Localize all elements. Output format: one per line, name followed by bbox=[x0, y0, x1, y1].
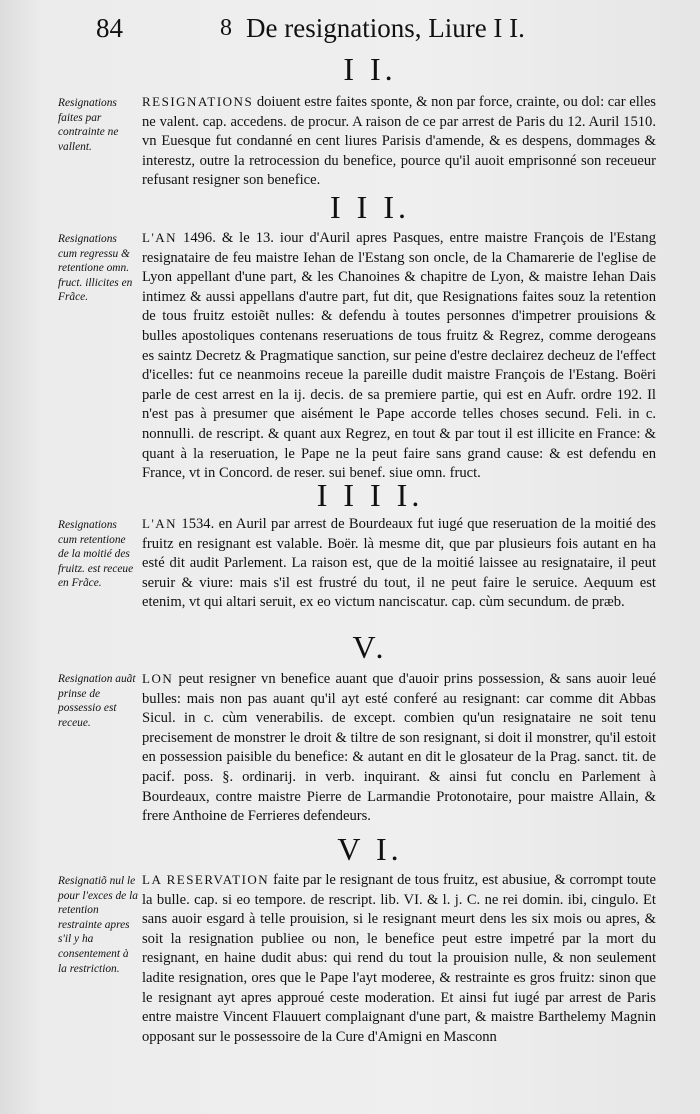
running-title: De resignations, Liure I I. bbox=[246, 13, 525, 43]
paragraph-text: peut resigner vn benefice auant que d'auoir prins possession, & sans auoir leué bulles: mais non pas auant qu'il ayt esté conferé au resignant: car comme dit Abbas Sicul. in c. cùm venerabilis. de except. combien qu'un resignataire ne soit tenu precisement de monstrer le droit & tiltre de son resignant, si doit il monstrer, qu'il estoit en possession paisible du benefice: & autant en dit le glosateur de la Prag. sanct. tit. de pacif. poss. §. ordinarij. in verb. inquirant. & ainsi fut conclu en Parlement à Bourdeaux, contre maistre Pierre de Larmandie Protonotaire, pour maistre Allain, & frere Anthoine de Ferrieres defendeurs. bbox=[142, 671, 656, 825]
section-body-5 bbox=[142, 669, 656, 827]
paragraph-text: 1496. & le 13. iour d'Auril apres Pasques, entre maistre François de l'Estang resignataire de feu maistre Iehan de l'Estang son oncle, de la Chamarerie de l'eglise de Lyon appellant d'une part, & les Chanoines & chapitre de Lyon, & maistre Iehan Dais intimez & aussi appellans d'autre part, fut dit, que Resignations faites souz la retention de tous fruitz estoiẽt nulles: & defendu à toutes personnes d'impetrer prouisions & bulles apostoliques contenans reseruations de tous fruitz & Regrez, comme derogeans es saintz Decretz & Pragmatique sanction, sur peine d'estre declairez decheuz de l'effect d'icelles: fut ce neanmoins receue la pareille dudit maistre François de l'Estang. Boëri parle de cest arrest en la ij. decis. de sa premiere partie, qui est en Aufr. ordre 192. Il n'est pas à presumer que aisément le Pape accorde telles choses secund. Feli. in c. nonnulli. de rescript. & quant aux Regrez, en tout & par tout il est illicite en France: & quant à la reseruation, le Pape ne la peut faire sans grand cause: & est defendu en France, vt in Concord. de reser. sui benef. siue omn. fruct. bbox=[142, 230, 656, 482]
page-number: 84 bbox=[96, 13, 123, 43]
margin-note-3: Resignations cum regressu & retentione omn. fruct. illicites en Frãce. bbox=[58, 233, 133, 304]
lead-word: L'AN bbox=[142, 230, 178, 245]
margin-note-2: Resignations faites par contrainte ne vallent. bbox=[58, 97, 119, 153]
signature-mark: 8 bbox=[220, 15, 232, 41]
section-heading-3: I I I. bbox=[330, 189, 410, 225]
margin-note-6: Resignatiõ nul le pour l'exces de la retention restrainte apres s'il y ha consentement à la restriction. bbox=[58, 875, 138, 975]
lead-word: L'AN bbox=[142, 516, 178, 531]
section-body-3 bbox=[142, 228, 656, 484]
section-body-4 bbox=[142, 514, 656, 613]
section-heading-4: I I I I. bbox=[316, 477, 424, 513]
paragraph-text: 1534. en Auril par arrest de Bourdeaux fut iugé que reseruation de la moitié des fruitz en resignant est valable. Boër. là mesme dit, que par plusieurs fois autant en ha esté dit audit Parlement. La raison est, que de la moitié laissee au resignataire, il peut seruir & viure: mais s'il est frustré du tout, il ne peut faire le seruice. Aequum est etenim, vt qui altari seruit, ex eo victum nanciscatur. cap. cùm secundum. de præb. bbox=[142, 516, 656, 611]
section-heading-6: V I. bbox=[337, 831, 403, 867]
section-body-6 bbox=[142, 870, 656, 1047]
paragraph-text: faite par le resignant de tous fruitz, est abusiue, & corrompt toute la bulle. cap. si eo tempore. de rescript. lib. VI. & l. j. C. ne rei domin. ibi, cingulo. Et sans auoir esgard à telle prouision, si le resignant meurt dens les six mois ou apres, & soit la resignation publiee ou non, le benefice peut estre impetré par la mort du resignant, en haine dudit abus: qui rend du tout la prouision nulle, & non seulement ladite resignation, ores que le Pape l'ayt moderee, & restrainte es gros fruitz: sinon que le resignant ayt apres approué ceste moderation. Et ainsi fut iugé par arrest de Paris entre maistre Vincent Flauuert complaignant d'une part, & maistre Barthelemy Magnin opposant sur le possessoire de la Cure d'Amigni en Masconn bbox=[142, 872, 656, 1045]
section-heading-2: I I. bbox=[343, 51, 397, 87]
lead-word: LON bbox=[142, 671, 174, 686]
section-body-2 bbox=[142, 92, 656, 191]
margin-note-4: Resignations cum retentione de la moitié des fruitz. est receue en Frãce. bbox=[58, 519, 134, 590]
section-heading-5: V. bbox=[352, 629, 388, 665]
lead-word: LA RESERVATION bbox=[142, 872, 270, 887]
paragraph-text: doiuent estre faites sponte, & non par force, crainte, ou dol: car elles ne valent. cap. accedens. de procur. A raison de ce par arrest de Paris du 12. Auril 1510. vn Euesque fut condanné en cent liures Parisis d'amende, & es despens, dommages & interestz, outre la retrocession du benefice, pource qu'il auoit emprisonné son receueur refusant resigner son benefice. bbox=[142, 94, 656, 189]
running-header bbox=[96, 10, 660, 46]
lead-word: RESIGNATIONS bbox=[142, 94, 254, 109]
margin-note-5: Resignation auãt prinse de possessio est receue. bbox=[58, 673, 136, 729]
